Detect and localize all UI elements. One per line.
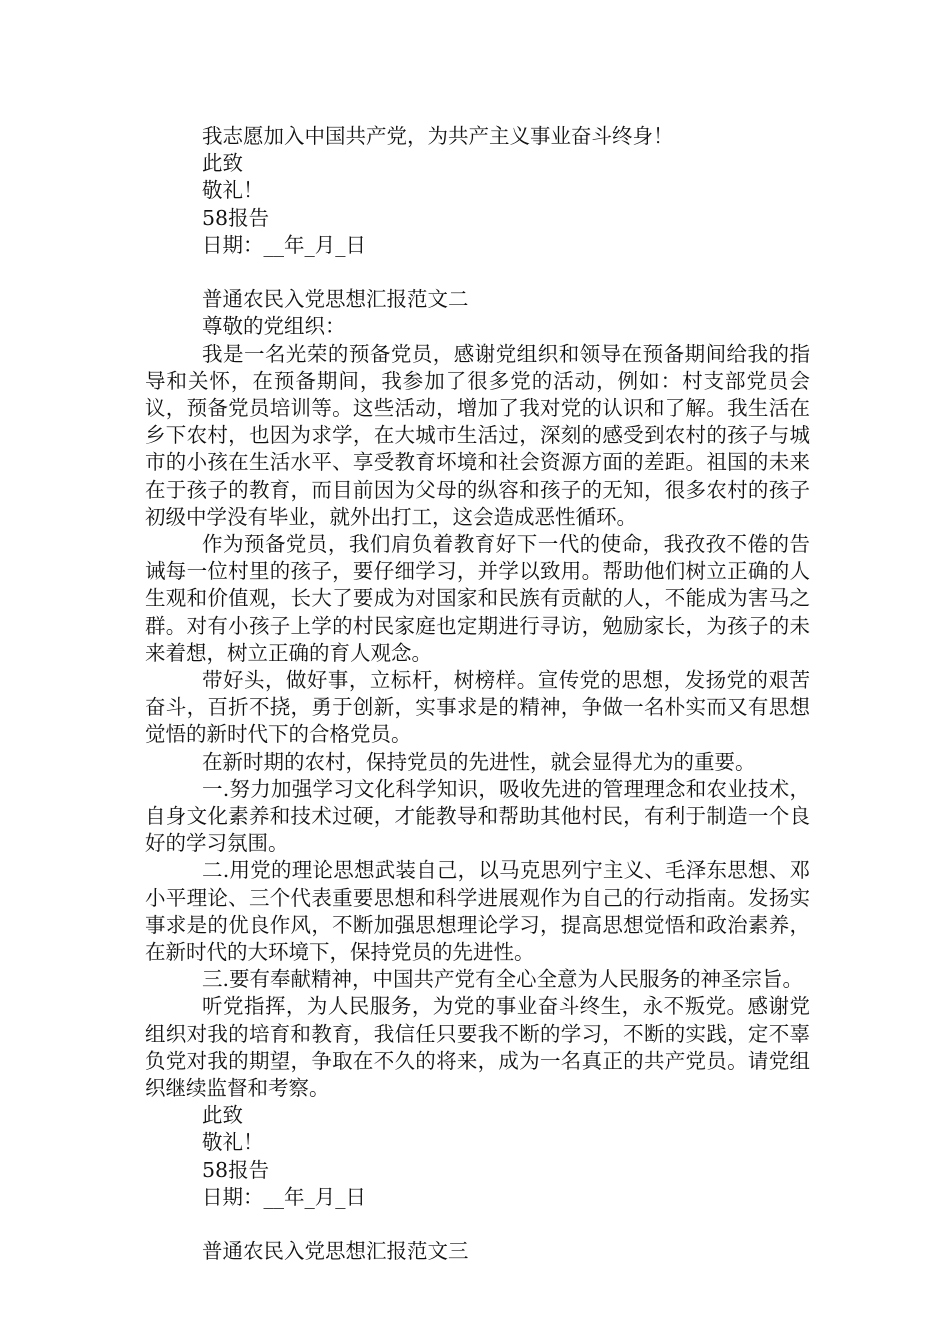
section-title: 普通农民入党思想汇报范文三	[202, 1239, 469, 1264]
salutation-jingli: 敬礼！	[202, 1130, 264, 1155]
date-line: 日期：__年_月_日	[202, 1184, 366, 1209]
salutation-jingli: 敬礼！	[202, 178, 264, 203]
salutation-cizhi: 此致	[202, 1103, 243, 1128]
body-paragraph: 一.努力加强学习文化科学知识，吸收先进的管理理念和农业技术，自身文化素养和技术过硬，才能教导和帮助其他村民，有利于制造一个良好的学习氛围。	[145, 776, 810, 856]
spacer	[145, 1211, 810, 1238]
salutation-cizhi: 此致	[202, 151, 243, 176]
body-paragraph: 在新时期的农村，保持党员的先进性，就会显得尤为的重要。	[202, 749, 756, 774]
body-paragraph: 听党指挥，为人民服务，为党的事业奋斗终生，永不叛党。感谢党组织对我的培育和教育，我信任只要我不断的学习，不断的实践，定不辜负党对我的期望，争取在不久的将来，成为一名真正的共产党员。请党组织继续监督和考察。	[145, 994, 810, 1100]
document-page	[145, 123, 810, 1265]
signature: 58报告	[202, 1157, 270, 1182]
pledge-line: 我志愿加入中国共产党，为共产主义事业奋斗终身！	[202, 124, 674, 148]
section-title: 普通农民入党思想汇报范文二	[202, 287, 469, 312]
body-paragraph: 带好头，做好事，立标杆，树榜样。宣传党的思想，发扬党的艰苦奋斗，百折不挠，勇于创新，实事求是的精神，争做一名朴实而又有思想觉悟的新时代下的合格党员。	[145, 667, 810, 747]
greeting: 尊敬的党组织：	[202, 314, 346, 339]
date-line: 日期：__年_月_日	[202, 232, 366, 257]
body-paragraph: 作为预备党员，我们肩负着教育好下一代的使命，我孜孜不倦的告诫每一位村里的孩子，要仔细学习，并学以致用。帮助他们树立正确的人生观和价值观，长大了要成为对国家和民族有贡献的人，不能成为害马之群。对有小孩子上学的村民家庭也定期进行寻访，勉励家长，为孩子的未来着想，树立正确的育人观念。	[145, 531, 810, 665]
signature: 58报告	[202, 205, 270, 230]
body-paragraph: 我是一名光荣的预备党员，感谢党组织和领导在预备期间给我的指导和关怀，在预备期间，我参加了很多党的活动，例如：村支部党员会议，预备党员培训等。这些活动，增加了我对党的认识和了解。我生活在乡下农村，也因为求学，在大城市生活过，深刻的感受到农村的孩子与城市的小孩在生活水平、享受教育坏境和社会资源方面的差距。祖国的未来在于孩子的教育，而目前因为父母的纵容和孩子的无知，很多农村的孩子初级中学没有毕业，就外出打工，这会造成恶性循环。	[145, 341, 810, 529]
spacer	[145, 259, 810, 286]
body-paragraph: 三.要有奉献精神，中国共产党有全心全意为人民服务的神圣宗旨。	[202, 967, 804, 992]
body-paragraph: 二.用党的理论思想武装自己，以马克思列宁主义、毛泽东思想、邓小平理论、三个代表重要思想和科学进展观作为自己的行动指南。发扬实事求是的优良作风，不断加强思想理论学习，提高思想觉悟和政治素养，在新时代的大环境下，保持党员的先进性。	[145, 858, 810, 964]
